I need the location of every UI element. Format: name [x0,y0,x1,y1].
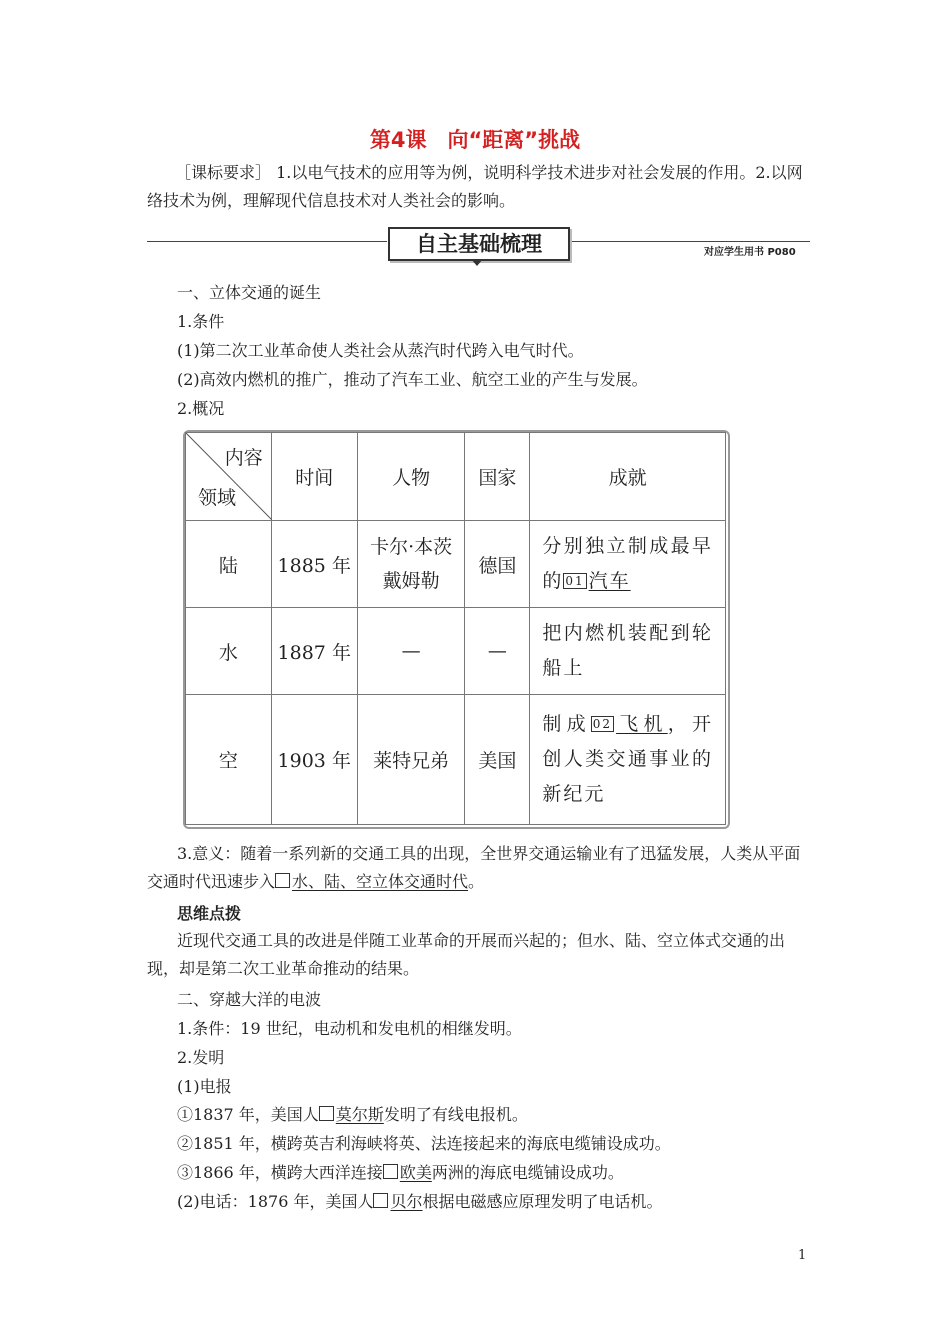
person-cell: — [357,608,465,695]
telegraph-item-3-key [383,1163,432,1182]
telegraph-item-1-text: ①1837 年，美国人 [177,1105,319,1124]
field-cell: 空 [186,695,272,825]
telegraph-heading: (1)电报 [177,1077,232,1096]
diagonal-header-cell [186,433,272,521]
achievement-text-tail: ，开创人类交通事业的新纪元 [542,713,713,805]
country-cell: 美国 [465,695,530,825]
significance-key-text: 水、陆、空立体交通时代 [292,872,469,891]
significance-paragraph [147,840,807,896]
requirement-tag: ［课标要求］ [175,163,272,182]
section1-heading: 一、立体交通的诞生 [177,283,322,302]
conditions-heading: 1.条件 [177,312,225,331]
achievement-key-text: 汽车 [588,570,631,592]
telegraph-item-1 [177,1102,528,1125]
time-cell: 1885 年 [271,521,357,608]
banner-page-reference: 对应学生用书 P080 [704,247,796,258]
diag-bottom-label: 领域 [198,487,237,509]
significance-key [275,872,468,891]
country-cell: 德国 [465,521,530,608]
header-person: 人物 [357,433,465,521]
blank-box-icon [319,1106,334,1121]
achievement-cell [530,521,726,608]
telephone-end: 根据电磁感应原理发明了电话机。 [422,1192,663,1211]
diag-top-label: 内容 [224,447,263,469]
achievement-text: 制成 [542,713,591,735]
achievement-key [591,713,668,735]
telephone-key [373,1192,422,1211]
thinking-heading: 思维点拨 [177,904,242,923]
table-row [186,695,726,825]
telephone-key-text: 贝尔 [390,1192,423,1211]
achievement-key [563,570,630,592]
header-time: 时间 [271,433,357,521]
curriculum-requirement [147,159,807,215]
lesson-title: 第4课 向“距离”挑战 [369,128,581,152]
person-cell: 卡尔·本茨戴姆勒 [357,521,465,608]
telegraph-item-3-key-text: 欧美 [399,1163,432,1182]
section-banner: 自主基础梳理 [388,227,570,261]
transport-table [185,432,726,825]
significance-end: 。 [468,872,485,891]
banner-right-rule [570,241,810,242]
field-cell: 水 [186,608,272,695]
overview-heading: 2.概况 [177,399,225,418]
time-cell: 1903 年 [271,695,357,825]
telegraph-item-1-end: 发明了有线电报机。 [383,1105,528,1124]
telegraph-item-1-key-text: 莫尔斯 [335,1105,384,1124]
header-country: 国家 [465,433,530,521]
blank-number: 01 [565,574,585,588]
condition-1: (1)第二次工业革命使人类社会从蒸汽时代跨入电气时代。 [177,341,584,360]
telegraph-item-3-text: ③1866 年，横跨大西洋连接 [177,1163,383,1182]
invention-heading: 2.发明 [177,1048,225,1067]
section2-heading: 二、穿越大洋的电波 [177,990,322,1009]
telegraph-item-3-end: 两洲的海底电缆铺设成功。 [431,1163,624,1182]
telegraph-item-2: ②1851 年，横跨英吉利海峡将英、法连接起来的海底电缆铺设成功。 [177,1134,671,1153]
telephone-text: (2)电话：1876 年，美国人 [177,1192,374,1211]
field-cell: 陆 [186,521,272,608]
header-achievement: 成就 [530,433,726,521]
table-header-row [186,433,726,521]
significance-text: 3.意义：随着一系列新的交通工具的出现，全世界交通运输业有了迅猛发展，人类从平面交通时代迅速步入 [147,844,801,891]
telegraph-item-1-key [319,1105,384,1124]
telephone-item [177,1189,663,1212]
country-cell: — [465,608,530,695]
achievement-text: 分别独立制成最早的 [542,535,713,592]
blank-box-icon [383,1164,398,1179]
achievement-cell: 把内燃机装配到轮船上 [530,608,726,695]
blank-box-icon [275,873,290,888]
table-row [186,521,726,608]
achievement-cell [530,695,726,825]
requirement-text: 1.以电气技术的应用等为例，说明科学技术进步对社会发展的作用。2.以网络技术为例，理解现代信息技术对人类社会的影响。 [147,163,803,210]
blank-box-icon [373,1193,388,1208]
condition-2: (2)高效内燃机的推广，推动了汽车工业、航空工业的产生与发展。 [177,370,648,389]
achievement-key-text: 飞机 [616,713,668,735]
person-cell: 莱特兄弟 [357,695,465,825]
page-number: 1 [798,1248,807,1263]
time-cell: 1887 年 [271,608,357,695]
blank-number: 02 [592,717,613,731]
section2-condition: 1.条件：19 世纪，电动机和发电机的相继发明。 [177,1019,522,1038]
banner-pointer-icon [471,259,483,266]
banner-left-rule [147,241,387,242]
telegraph-item-3 [177,1160,624,1183]
table-row [186,608,726,695]
thinking-paragraph: 近现代交通工具的改进是伴随工业革命的开展而兴起的；但水、陆、空立体式交通的出现，却是第二次工业革命推动的结果。 [147,931,786,978]
